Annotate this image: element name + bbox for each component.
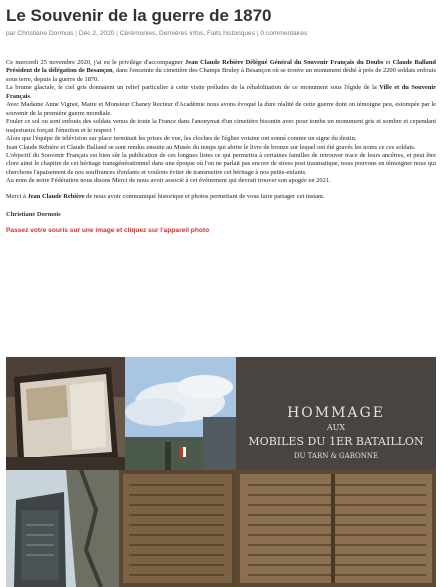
sky-photo [125, 357, 236, 470]
plaque-photo [236, 357, 436, 470]
paragraph: Au nom de notre Fédération nous disons Merci de nous avoir associé à cet événement qui devrait trouver son apogée en 2021. [6, 177, 331, 185]
gallery-image-monument-tree[interactable] [6, 470, 119, 587]
gallery-image-book[interactable] [6, 357, 125, 470]
categories-link[interactable]: Cérémonies, Dernières infos, Faits historiques [119, 30, 256, 37]
gallery-image-bronze-names-2[interactable] [236, 470, 436, 587]
monument-photo [6, 470, 119, 587]
article-title: Le Souvenir de la guerre de 1870 [6, 6, 272, 25]
author-link[interactable]: Christiane Dormois [17, 30, 74, 37]
paragraph: Jean Claude Rebière et Claude Balland se sont rendus ensuite au Musée du temps qui abrite le livre de bronze sur lequel ont été gravés les noms ce ces soldats. [6, 143, 416, 151]
paragraph: Alors que l'équipe de télévision sur place terminait les prises de vue, les cloches de l'église voisine ont sonné comme un signe du destin. [6, 135, 357, 143]
paragraph: Ce mercredi 25 novembre 2020, j'ai eu le privilège d'accompagner Jean Claude Rebière Délégué Général du Souvenir Français du Doubs et Claude Balland Président de la délégation de Besançon, dans l'enceinte du cimetière des Champs Bruley à Besançon où se trouve un monument dédié à près de 2200 soldats enfouis sous terre, depuis la guerre de 1870. [6, 59, 436, 83]
signature: Christiane Dormois [6, 211, 61, 219]
comments-link[interactable]: 0 commentaires [260, 30, 308, 37]
gallery-image-bronze-names-1[interactable] [119, 470, 236, 587]
book-photo [6, 357, 125, 470]
bronze-photo-1 [119, 470, 236, 587]
post-meta [6, 29, 436, 39]
meta-separator: | [114, 30, 120, 37]
plaque-line3: MOBILES DU 1ER BATAILLON [248, 435, 424, 448]
paragraph: Avec Madame Anne Vignot, Maire et Monsieur Chaney Recteur d'Académie nous avons évoqué la dure réalité de cette guerre dont on témoigne peu, estompée par le souvenir de la première guerre mondiale. [6, 101, 436, 117]
meta-separator: | [255, 30, 261, 37]
article-body [6, 59, 436, 201]
author-prefix: par [6, 30, 18, 37]
post-date: Déc 2, 2020 [78, 30, 115, 37]
gallery-image-sky-monument[interactable] [125, 357, 236, 470]
paragraph: La brume glaciale, le ciel gris donnaient un relief particulier à cette visite préludes de la réhabilitation de ce monument sous l'égide de la Ville et du Souvenir Français. [6, 84, 436, 100]
bronze-photo-2 [236, 470, 436, 587]
paragraph: L'objectif du Souvenir Français est bien sûr la publication de ces longues listes ce qui permettra à certaines familles de retrouver trace de leurs ancêtres, et peut être clore ainsi le chapitre de cet héritage transgénérationnel dans une époque où l'on ne parlait pas encore de stress post traumatique, nous pouvons en témoigner nous qui cherchons l'apaisement de nos souffrances d'enfants et voulons éviter de transmettre cet héritage à nos petits-enfants. [6, 151, 436, 176]
meta-separator: | [73, 30, 79, 37]
paragraph: Merci à Jean Claude Rebière de nous avoir communiqué historique et photos permettant de vous faire partager cet instant. [6, 192, 325, 200]
paragraph: Fouler ce sol ou sont enfouis des soldats venus de toute la France dans l'anonymat d'un cimetière bisontin avec pour tombe un monument gris et sombre et cependant majestueux forçait l'émotion et le respect ! [6, 118, 436, 134]
gallery-image-plaque-hommage[interactable] [236, 357, 436, 470]
plaque-line4: DU TARN & GARONNE [293, 452, 379, 460]
gallery-instruction: Passez votre souris sur une image et cliquez sur l'appareil photo [6, 227, 210, 235]
photo-gallery [0, 357, 442, 587]
plaque-line2: AUX [326, 423, 346, 432]
plaque-line1: HOMMAGE [287, 405, 385, 421]
